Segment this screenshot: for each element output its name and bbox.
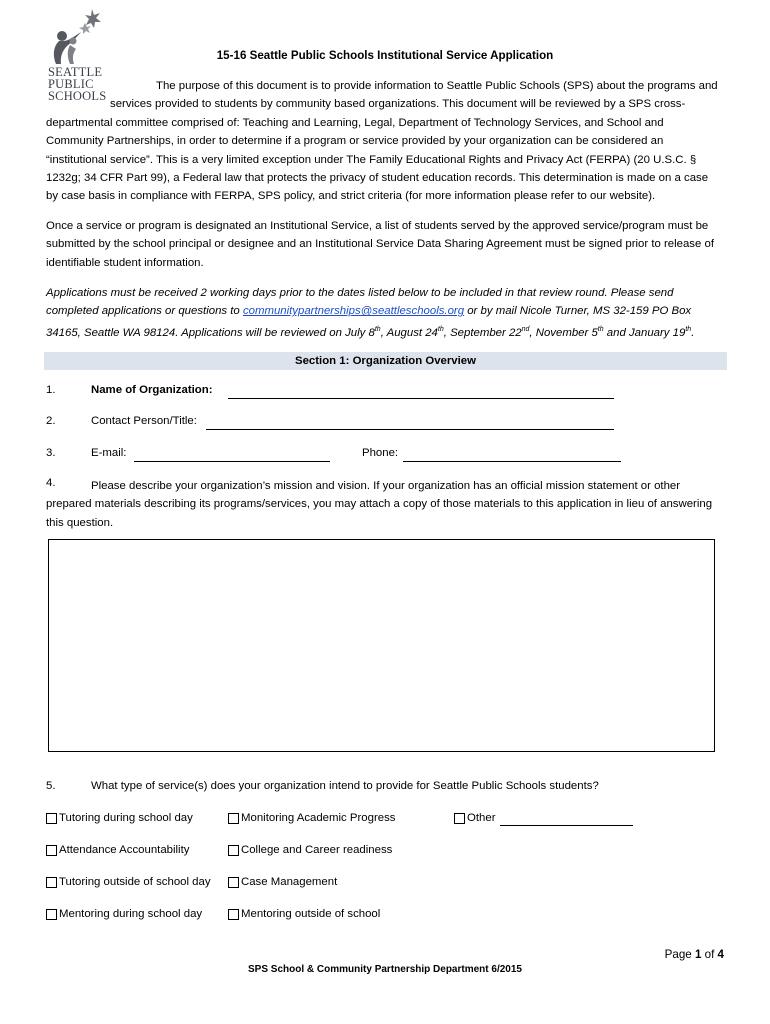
option-other[interactable] — [454, 812, 496, 824]
intro-line: 1232g; 34 CFR Part 99), a Federal law that protects the privacy of student education records. This determination is made on a case — [46, 172, 709, 185]
instructions-line — [46, 302, 726, 320]
option-attendance-accountability[interactable] — [46, 844, 189, 856]
footer: SPS School & Community Partnership Department 6/2015 — [248, 964, 522, 975]
email-field[interactable] — [134, 461, 330, 462]
q5-label: What type of service(s) does your organization intend to provide for Seattle Public Schools students? — [91, 780, 599, 792]
option-label: Attendance Accountability — [59, 844, 190, 856]
organization-name-field[interactable] — [228, 398, 614, 399]
review-dates-text: . — [691, 326, 695, 339]
intro-line: “institutional service”. This is a very limited exception under The Family Educational Rights and Privacy Act (FERPA) (20 U.S.C. § — [46, 153, 697, 166]
option-mentoring-during-school[interactable] — [46, 908, 202, 920]
mission-vision-textbox[interactable] — [48, 539, 715, 752]
option-label: Monitoring Academic Progress — [241, 812, 396, 824]
review-dates-text: , September 22 — [443, 326, 522, 339]
other-service-field[interactable] — [500, 825, 633, 826]
q4-number: 4. — [46, 477, 56, 489]
review-dates-line — [46, 321, 726, 342]
intro-line: Once a service or program is designated an Institutional Service, a list of students served by the approved service/program must be — [46, 220, 709, 232]
ordinal-suffix: th — [685, 325, 692, 333]
option-mentoring-outside-school[interactable] — [228, 908, 380, 920]
q3-number: 3. — [46, 447, 56, 459]
page-prefix: Page — [664, 948, 695, 961]
checkbox[interactable] — [46, 877, 57, 888]
logo-word-3: SCHOOLS — [48, 89, 107, 103]
q4-line: prepared materials describing its programs/services, you may attach a copy of those materials to this application in lieu of answering — [46, 498, 713, 511]
document-title: 15-16 Seattle Public Schools Institutional Service Application — [216, 49, 554, 62]
review-dates-text: and January 19 — [603, 326, 686, 339]
checkbox[interactable] — [228, 909, 239, 920]
email-link[interactable]: communitypartnerships@seattleschools.org — [242, 305, 465, 318]
intro-line: departmental committee comprised of: Teaching and Learning, Legal, Department of Technology Services, and School and — [46, 116, 664, 129]
page-current: 1 — [694, 948, 702, 961]
intro-paragraph-1 — [46, 77, 726, 206]
checkbox[interactable] — [228, 845, 239, 856]
page-of: of — [701, 948, 718, 961]
instructions-line: Applications must be received 2 working days prior to the dates listed below to be included in that review round. Please send — [46, 287, 674, 299]
option-case-management[interactable] — [228, 876, 337, 888]
option-tutoring-during-school[interactable] — [46, 812, 193, 824]
option-tutoring-outside-school[interactable] — [46, 876, 211, 888]
checkbox[interactable] — [46, 845, 57, 856]
q5-number: 5. — [46, 780, 56, 792]
option-label: Other — [467, 812, 496, 824]
q1-label: Name of Organization: — [91, 384, 213, 396]
q4-line: this question. — [46, 516, 114, 529]
page-number — [665, 948, 724, 961]
intro-line: services provided to students by community based organizations. This document will be reviewed by a SPS cross- — [110, 98, 686, 111]
review-dates-text: 34165, Seattle WA 98124. Applications will be reviewed on July 8 — [46, 326, 375, 339]
intro-line: The purpose of this document is to provide information to Seattle Public Schools (SPS) about the programs and — [156, 80, 718, 92]
submission-instructions — [46, 284, 726, 342]
q2-label: Contact Person/Title: — [91, 415, 197, 427]
logo-word-1: SEATTLE — [48, 65, 103, 79]
option-monitoring-academic-progress[interactable] — [228, 812, 395, 824]
review-dates-text: , November 5 — [529, 326, 598, 339]
ordinal-suffix: nd — [521, 325, 530, 333]
q1-number: 1. — [46, 384, 56, 396]
logo-word-2: PUBLIC — [48, 77, 94, 91]
ordinal-suffix: th — [597, 325, 604, 333]
option-college-career-readiness[interactable] — [228, 844, 392, 856]
intro-line: identifiable student information. — [46, 256, 204, 269]
phone-label: Phone: — [362, 447, 399, 459]
ordinal-suffix: th — [437, 325, 444, 333]
checkbox[interactable] — [46, 813, 57, 824]
q3-label: E-mail: — [91, 447, 127, 459]
option-label: Tutoring during school day — [59, 812, 193, 824]
instructions-text: or by mail Nicole Turner, MS 32-159 PO Box — [464, 305, 692, 318]
q2-number: 2. — [46, 415, 56, 427]
instructions-text: completed applications or questions to — [46, 305, 243, 318]
q4-line: Please describe your organization’s mission and vision. If your organization has an official mission statement or other — [91, 480, 681, 492]
checkbox[interactable] — [228, 813, 239, 824]
checkbox[interactable] — [46, 909, 57, 920]
phone-field[interactable] — [403, 461, 621, 462]
option-label: Mentoring during school day — [59, 908, 203, 920]
option-label: College and Career readiness — [241, 844, 393, 856]
intro-paragraph-2 — [46, 217, 726, 272]
checkbox[interactable] — [228, 877, 239, 888]
option-label: Mentoring outside of school — [241, 908, 381, 920]
intro-line: by case basis in compliance with FERPA, SPS policy, and strict criteria (for more information please refer to our website). — [46, 190, 656, 203]
q4-prompt — [46, 477, 726, 532]
ordinal-suffix: th — [374, 325, 381, 333]
intro-line: Community Partnerships, in order to determine if a program or service provided by your organization can be considered an — [46, 135, 664, 148]
section-1-header: Section 1: Organization Overview — [44, 352, 727, 370]
page-total: 4 — [717, 948, 724, 961]
option-label: Tutoring outside of school day — [59, 876, 211, 888]
intro-line: submitted by the school principal or designee and an Institutional Service Data Sharing Agreement must be signed prior to release of — [46, 238, 715, 251]
review-dates-text: , August 24 — [380, 326, 438, 339]
contact-person-field[interactable] — [206, 429, 614, 430]
option-label: Case Management — [241, 876, 338, 888]
checkbox[interactable] — [454, 813, 465, 824]
